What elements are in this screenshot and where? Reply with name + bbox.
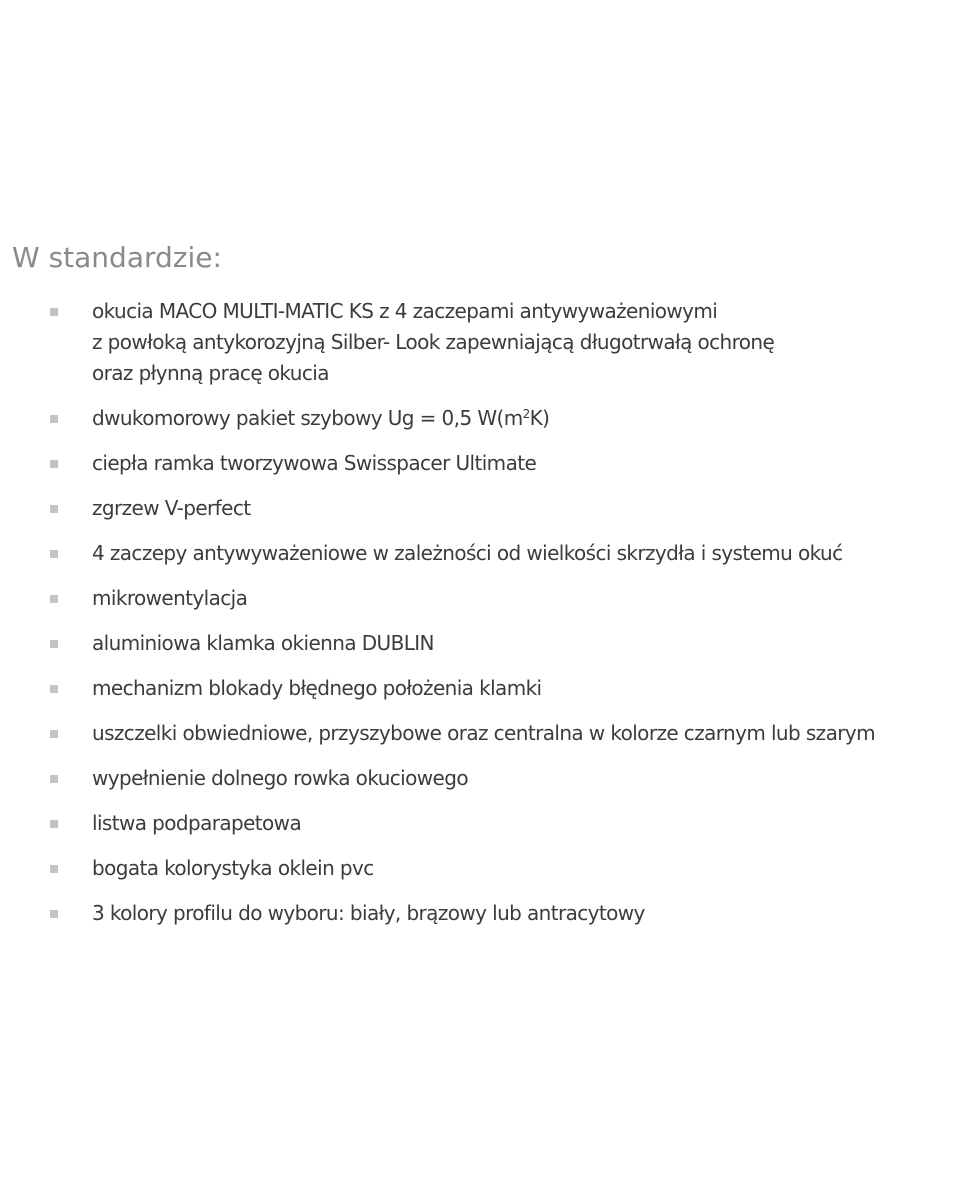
list-item: [0, 538, 960, 569]
square-bullet-icon: [50, 308, 58, 316]
list-item-text: aluminiowa klamka okienna DUBLIN: [92, 631, 434, 655]
list-item-text-line: z powłoką antykorozyjną Silber- Look zapewniającą długotrwałą ochronę: [92, 330, 775, 354]
square-bullet-icon: [50, 415, 58, 423]
list-item-text: bogata kolorystyka oklein pvc: [92, 856, 374, 880]
list-item: [0, 403, 960, 434]
list-item-text: mikrowentylacja: [92, 586, 248, 610]
list-item: [0, 628, 960, 659]
list-item-text: wypełnienie dolnego rowka okuciowego: [92, 766, 468, 790]
list-item-text: uszczelki obwiedniowe, przyszybowe oraz centralna w kolorze czarnym lub szarym: [92, 721, 875, 745]
list-item: [0, 493, 960, 524]
square-bullet-icon: [50, 730, 58, 738]
square-bullet-icon: [50, 820, 58, 828]
square-bullet-icon: [50, 910, 58, 918]
list-item-text-line: oraz płynną pracę okucia: [92, 361, 329, 385]
square-bullet-icon: [50, 595, 58, 603]
superscript-exponent: 2: [522, 407, 530, 421]
square-bullet-icon: [50, 685, 58, 693]
square-bullet-icon: [50, 865, 58, 873]
list-item-text: zgrzew V-perfect: [92, 496, 251, 520]
list-item: [0, 673, 960, 704]
list-item: [0, 296, 960, 389]
list-item-text: dwukomorowy pakiet szybowy Ug = 0,5 W(m: [92, 406, 523, 430]
square-bullet-icon: [50, 640, 58, 648]
list-item: [0, 718, 960, 749]
list-item: [0, 763, 960, 794]
list-item-text: mechanizm blokady błędnego położenia klamki: [92, 676, 542, 700]
square-bullet-icon: [50, 505, 58, 513]
list-item-text: 3 kolory profilu do wyboru: biały, brązowy lub antracytowy: [92, 901, 645, 925]
list-item: [0, 808, 960, 839]
list-item: [0, 583, 960, 614]
list-item: [0, 448, 960, 479]
square-bullet-icon: [50, 550, 58, 558]
square-bullet-icon: [50, 460, 58, 468]
list-item-text: 4 zaczepy antywyważeniowe w zależności od wielkości skrzydła i systemu okuć: [92, 541, 843, 565]
list-item-text: ciepła ramka tworzywowa Swisspacer Ultimate: [92, 451, 537, 475]
square-bullet-icon: [50, 775, 58, 783]
list-item-text-end: K): [529, 406, 550, 430]
features-list: [0, 296, 960, 943]
list-item: [0, 898, 960, 929]
list-item-text-line: okucia MACO MULTI-MATIC KS z 4 zaczepami antywyważeniowymi: [92, 299, 718, 323]
list-item-text: listwa podparapetowa: [92, 811, 302, 835]
section-heading: W standardzie:: [12, 241, 222, 274]
list-item: [0, 853, 960, 884]
